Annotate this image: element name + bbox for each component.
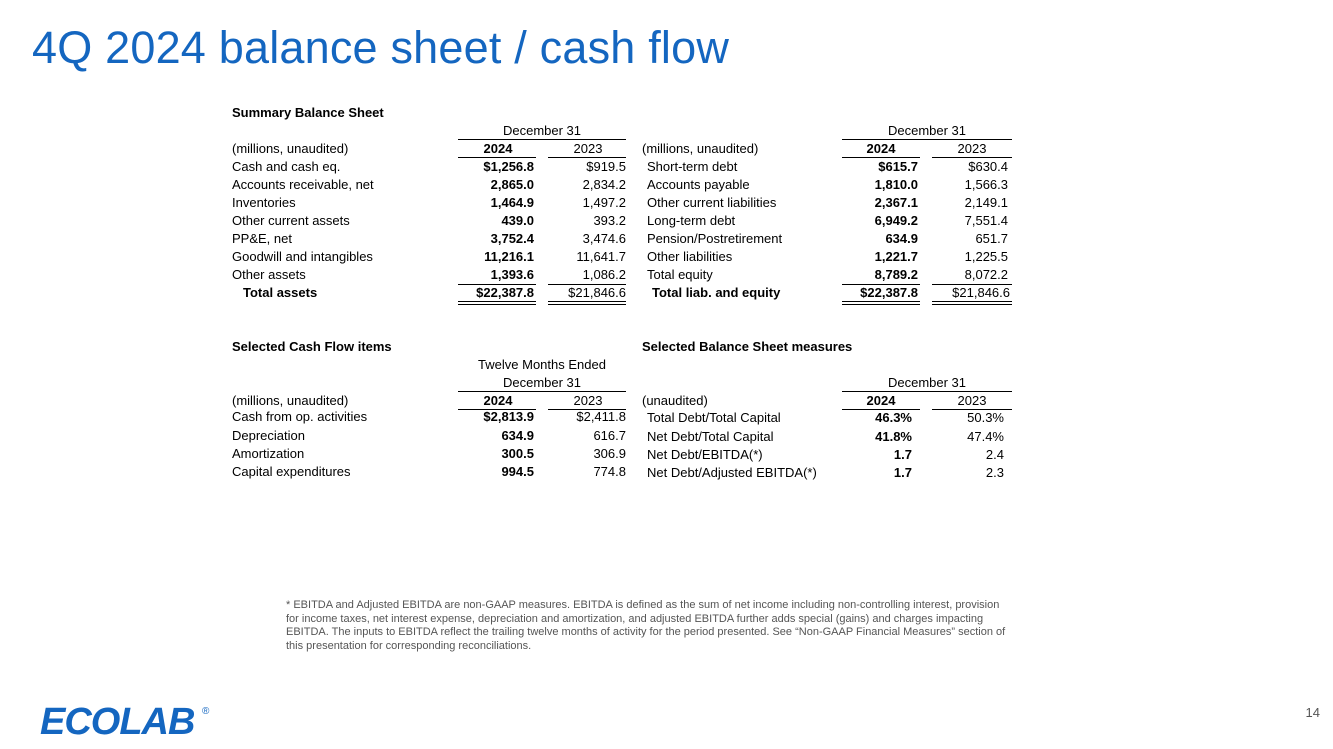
col-2023-header: 2023 xyxy=(957,393,987,408)
table-row xyxy=(642,446,1017,464)
value-2024: 634.9 xyxy=(501,428,534,443)
value-2023: 2.3 xyxy=(985,465,1004,480)
total-double-rule xyxy=(548,301,626,305)
page-number: 14 xyxy=(1305,705,1320,720)
logo-registered-mark: ® xyxy=(202,706,210,717)
table-row xyxy=(642,230,1017,248)
value-2024: 439.0 xyxy=(501,213,534,228)
value-2023: $630.4 xyxy=(968,159,1008,174)
value-2024: $2,813.9 xyxy=(483,409,534,424)
table-row xyxy=(232,212,632,230)
row-label: Net Debt/EBITDA(*) xyxy=(647,447,763,462)
value-2023: 2.4 xyxy=(985,447,1004,462)
value-2024: 46.3% xyxy=(875,410,912,425)
value-2024: 1,810.0 xyxy=(874,177,918,192)
value-2023: 1,225.5 xyxy=(964,249,1008,264)
row-label: Long-term debt xyxy=(647,213,736,228)
row-label: Capital expenditures xyxy=(232,464,351,479)
col-2023-header: 2023 xyxy=(573,141,603,156)
value-2024: 634.9 xyxy=(885,231,918,246)
value-2023: 774.8 xyxy=(593,464,626,479)
total-double-rule xyxy=(458,301,536,305)
row-label: Total Debt/Total Capital xyxy=(647,410,781,425)
table-row xyxy=(232,445,632,463)
table-row xyxy=(642,176,1017,194)
value-2024: 11,216.1 xyxy=(484,249,534,264)
row-label: Goodwill and intangibles xyxy=(232,249,373,264)
row-label: Other assets xyxy=(232,267,306,282)
ecolab-logo xyxy=(40,700,215,740)
units-label: (millions, unaudited) xyxy=(642,141,759,156)
table-row xyxy=(232,463,632,481)
col-2024-header: 2024 xyxy=(866,141,896,156)
total-double-rule xyxy=(932,301,1012,305)
value-2023: 616.7 xyxy=(593,428,626,443)
value-2024: 1.7 xyxy=(893,447,912,462)
total-2023: $21,846.6 xyxy=(952,285,1010,300)
total-row xyxy=(232,284,632,302)
row-label: Cash and cash eq. xyxy=(232,159,341,174)
value-2023: 11,641.7 xyxy=(576,249,626,264)
value-2024: 1,393.6 xyxy=(490,267,534,282)
row-label: Short-term debt xyxy=(647,159,738,174)
row-label: Cash from op. activities xyxy=(232,409,368,424)
liab-period-header: December 31 xyxy=(887,123,967,138)
page-title: 4Q 2024 balance sheet / cash flow xyxy=(32,22,730,73)
value-2024: 300.5 xyxy=(501,446,534,461)
table-row xyxy=(642,158,1017,176)
units-label: (unaudited) xyxy=(642,393,708,408)
table-row xyxy=(642,266,1017,284)
value-2024: 2,367.1 xyxy=(874,195,918,210)
col-2024-header: 2024 xyxy=(483,141,513,156)
value-2024: 8,789.2 xyxy=(874,267,918,282)
table-row xyxy=(642,212,1017,230)
table-row xyxy=(232,176,632,194)
logo-wordmark-text: ECOLAB xyxy=(40,701,195,740)
row-label: Pension/Postretirement xyxy=(647,231,783,246)
measures-period-header: December 31 xyxy=(887,375,967,390)
table-row xyxy=(232,408,632,426)
value-2024: $615.7 xyxy=(878,159,918,174)
table-row xyxy=(642,194,1017,212)
row-label: Depreciation xyxy=(232,428,305,443)
value-2023: 1,086.2 xyxy=(582,267,626,282)
col-2023-header: 2023 xyxy=(957,141,987,156)
row-label: Total equity xyxy=(647,267,713,282)
footnote: * EBITDA and Adjusted EBITDA are non-GAAP measures. EBITDA is defined as the sum of net income including non-controlling interest, provision for income taxes, net interest expense, depreciation and amortization, and adjusted EBITDA further adds special (gains) and charges impacting EBITDA. The inputs to EBITDA reflect the trailing twelve months of activity for the period presented. See “Non-GAAP Financial Measures” section of this presentation for corresponding reconciliations. xyxy=(286,599,1006,652)
table-row xyxy=(642,409,1017,427)
units-label: (millions, unaudited) xyxy=(232,141,349,156)
balance-sheet-title: Summary Balance Sheet xyxy=(232,105,384,120)
table-row xyxy=(232,230,632,248)
value-2023: 651.7 xyxy=(975,231,1008,246)
balance-sheet-liabilities-table xyxy=(642,104,1017,304)
col-2023-header: 2023 xyxy=(573,393,603,408)
table-row xyxy=(642,464,1017,482)
table-row xyxy=(642,248,1017,266)
table-row xyxy=(232,266,632,284)
value-2023: 1,497.2 xyxy=(582,195,626,210)
measures-title: Selected Balance Sheet measures xyxy=(642,339,853,354)
value-2023: 3,474.6 xyxy=(582,231,626,246)
cash-flow-table xyxy=(232,338,632,488)
value-2023: 1,566.3 xyxy=(964,177,1008,192)
value-2023: 8,072.2 xyxy=(964,267,1008,282)
assets-header-row xyxy=(232,140,632,158)
table-row xyxy=(232,427,632,445)
value-2024: 3,752.4 xyxy=(490,231,534,246)
table-row xyxy=(232,158,632,176)
value-2023: 2,149.1 xyxy=(964,195,1008,210)
table-row xyxy=(232,194,632,212)
balance-measures-table xyxy=(642,338,1017,488)
table-row xyxy=(642,428,1017,446)
value-2023: 7,551.4 xyxy=(964,213,1008,228)
value-2024: 2,865.0 xyxy=(490,177,534,192)
balance-sheet-assets-table xyxy=(232,104,632,304)
row-label: Accounts receivable, net xyxy=(232,177,374,192)
row-label: Amortization xyxy=(232,446,305,461)
table-row xyxy=(232,248,632,266)
row-label: Other current liabilities xyxy=(647,195,777,210)
col-2024-header: 2024 xyxy=(483,393,513,408)
total-2024: $22,387.8 xyxy=(476,285,534,300)
total-row xyxy=(642,284,1017,302)
cash-flow-period-1: Twelve Months Ended xyxy=(478,357,606,372)
value-2023: 50.3% xyxy=(967,410,1004,425)
row-label: Other current assets xyxy=(232,213,350,228)
col-2024-header: 2024 xyxy=(866,393,896,408)
row-label: Inventories xyxy=(232,195,296,210)
total-2024: $22,387.8 xyxy=(860,285,918,300)
value-2023: $2,411.8 xyxy=(576,409,626,424)
value-2023: 47.4% xyxy=(967,429,1004,444)
value-2023: 393.2 xyxy=(593,213,626,228)
cash-flow-period-2: December 31 xyxy=(502,375,582,390)
cash-flow-title: Selected Cash Flow items xyxy=(232,339,392,354)
assets-period-header: December 31 xyxy=(502,123,582,138)
value-2024: 994.5 xyxy=(501,464,534,479)
row-label: Other liabilities xyxy=(647,249,733,264)
liab-header-row xyxy=(642,140,1017,158)
units-label: (millions, unaudited) xyxy=(232,393,349,408)
value-2023: 2,834.2 xyxy=(582,177,626,192)
total-2023: $21,846.6 xyxy=(568,285,626,300)
value-2024: 1.7 xyxy=(893,465,912,480)
measures-header-row xyxy=(642,392,1017,410)
value-2023: 306.9 xyxy=(593,446,626,461)
row-label: PP&E, net xyxy=(232,231,292,246)
value-2024: 1,221.7 xyxy=(874,249,918,264)
value-2024: 1,464.9 xyxy=(490,195,534,210)
total-label: Total assets xyxy=(243,285,318,300)
total-double-rule xyxy=(842,301,920,305)
value-2024: 6,949.2 xyxy=(874,213,918,228)
value-2023: $919.5 xyxy=(586,159,626,174)
row-label: Net Debt/Total Capital xyxy=(647,429,774,444)
value-2024: 41.8% xyxy=(875,429,912,444)
row-label: Accounts payable xyxy=(647,177,750,192)
row-label: Net Debt/Adjusted EBITDA(*) xyxy=(647,465,817,480)
value-2024: $1,256.8 xyxy=(483,159,534,174)
total-label: Total liab. and equity xyxy=(652,285,781,300)
